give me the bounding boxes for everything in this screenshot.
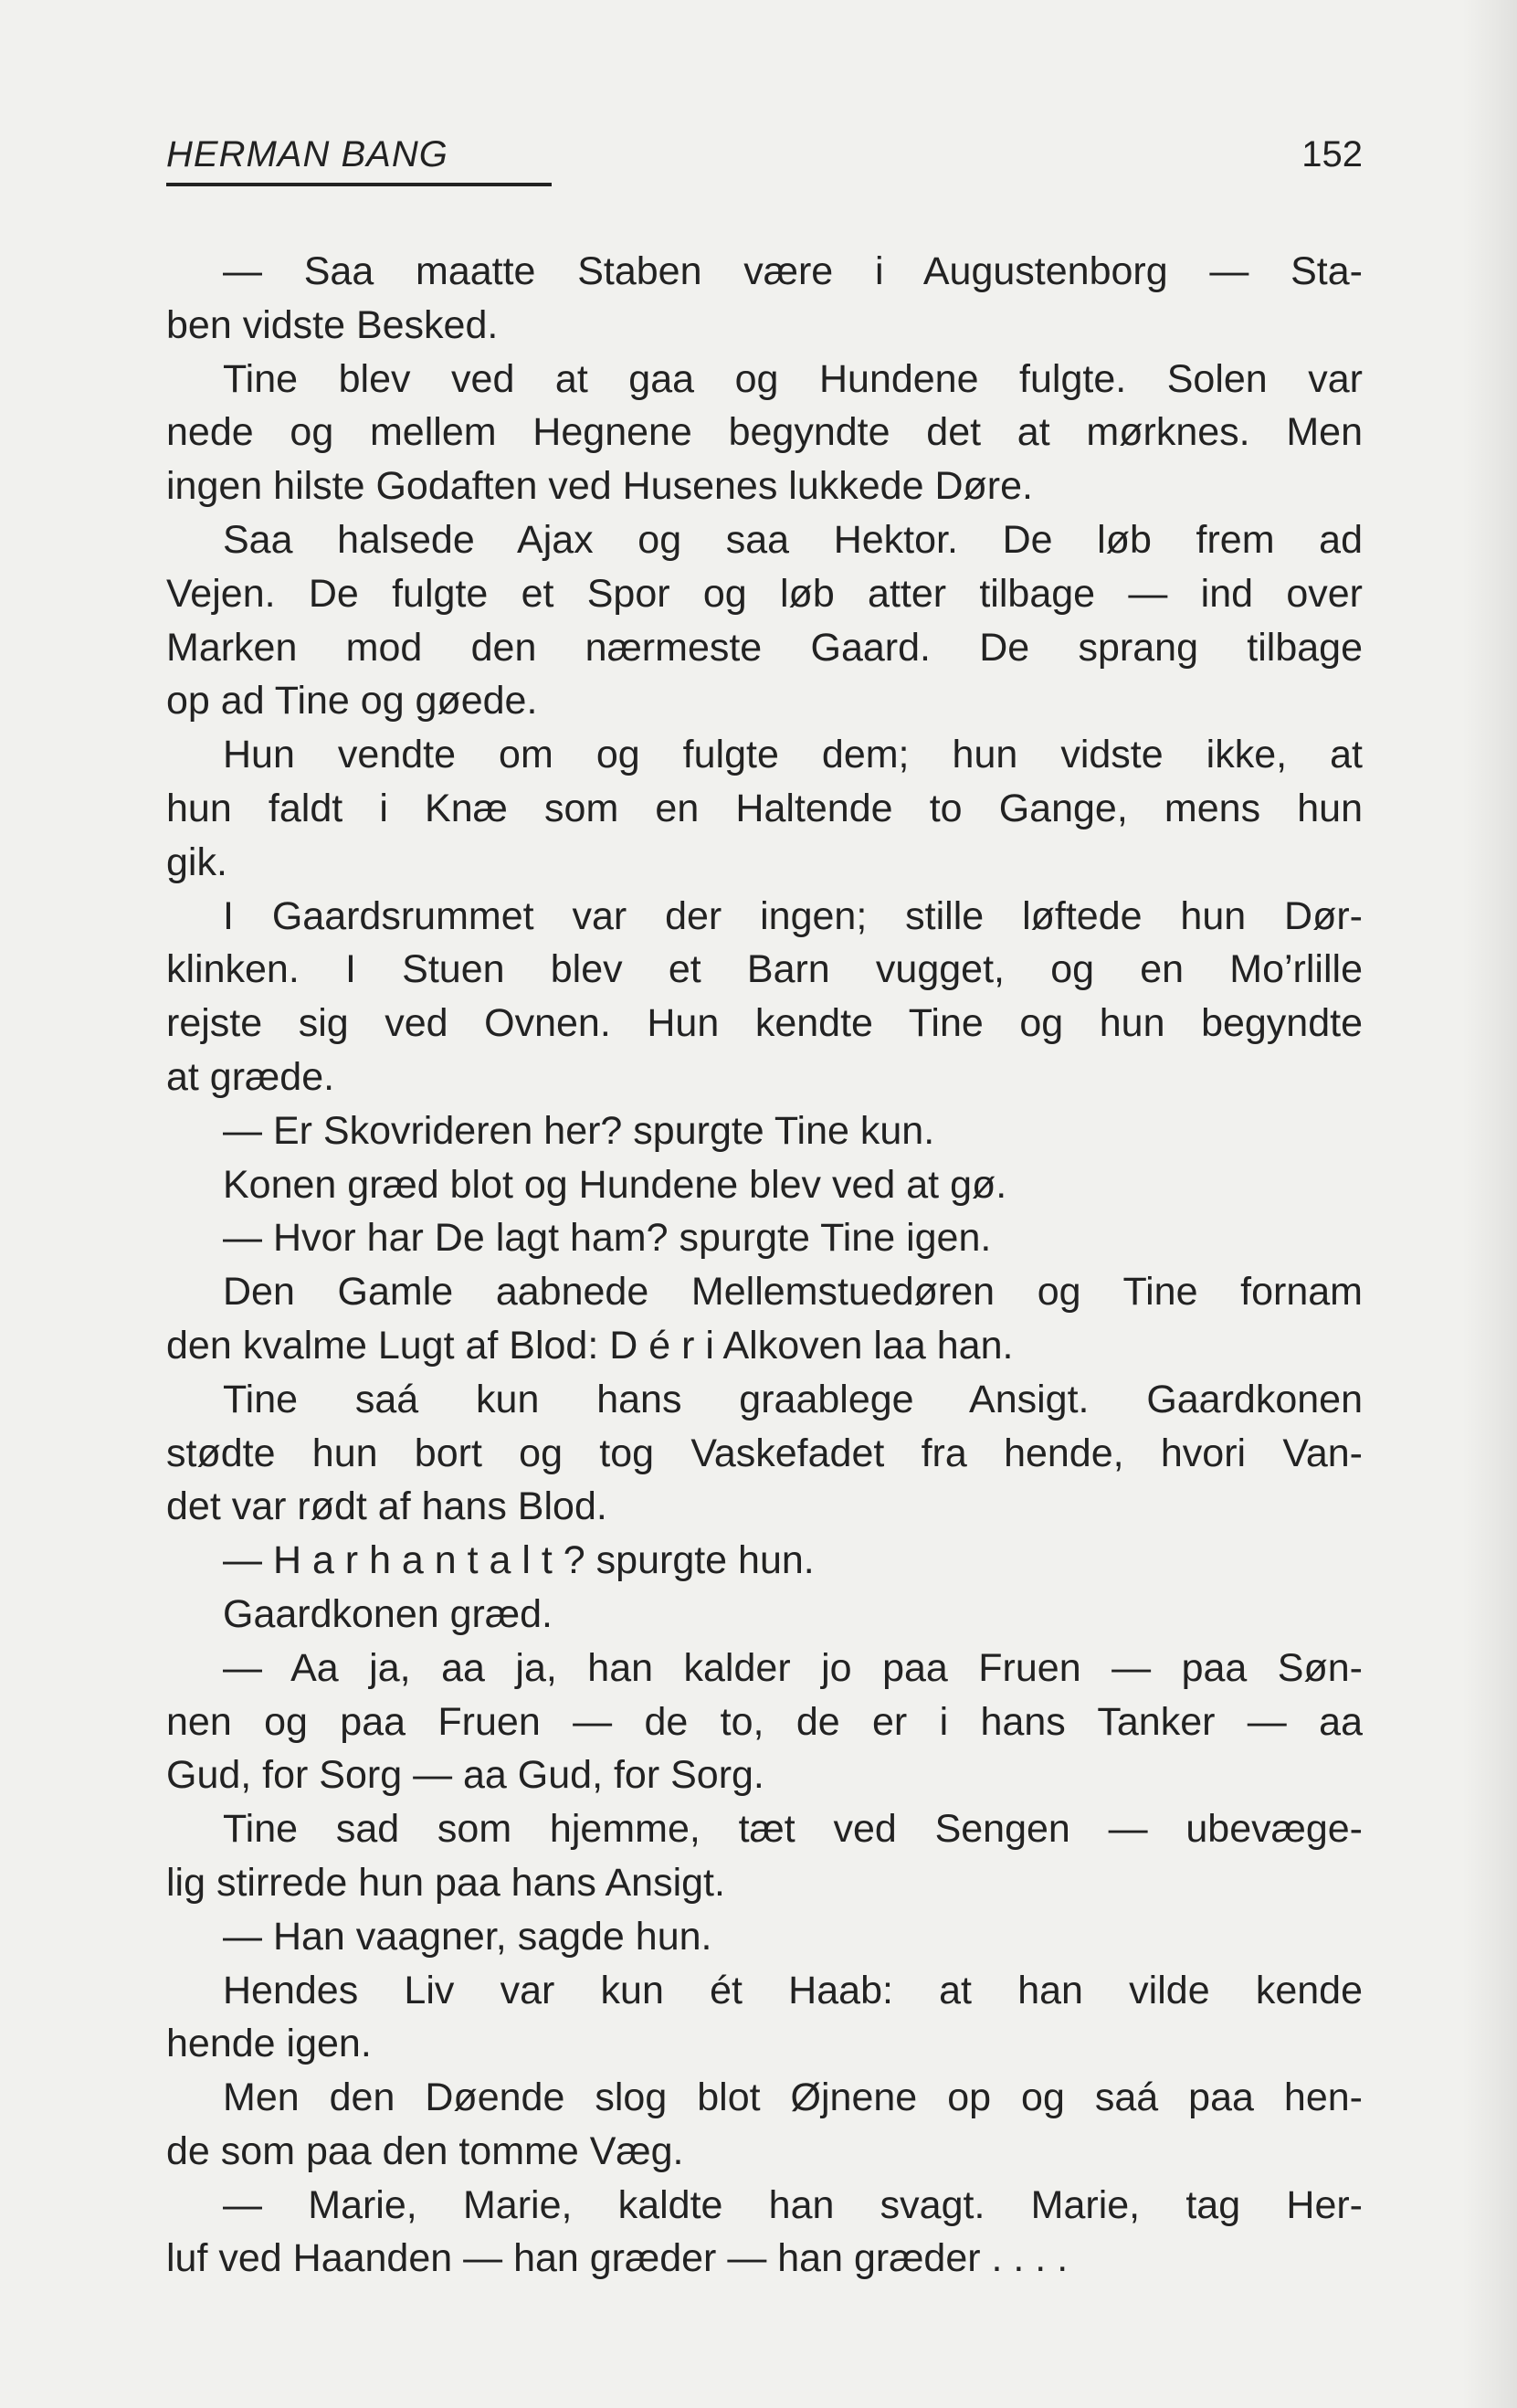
text-line: det var rødt af hans Blod. <box>166 1484 607 1529</box>
text-line: hun faldt i Knæ som en Haltende to Gange, mens hun <box>166 786 1363 830</box>
header-underline <box>166 183 552 186</box>
text-line: Gaardkonen græd. <box>223 1591 553 1636</box>
text-line: Konen græd blot og Hundene blev ved at gø. <box>223 1162 1007 1207</box>
text-line: — Er Skovrideren her? spurgte Tine kun. <box>223 1108 935 1153</box>
text-line: — Marie, Marie, kaldte han svagt. Marie, tag Her- <box>223 2182 1363 2227</box>
text-line: — Aa ja, aa ja, han kalder jo paa Fruen — paa Søn- <box>223 1645 1363 1690</box>
text-line: Gud, for Sorg — aa Gud, for Sorg. <box>166 1753 764 1798</box>
text-line: lig stirrede hun paa hans Ansigt. <box>166 1860 725 1905</box>
text-line: rejste sig ved Ovnen. Hun kendte Tine og hun begyndte <box>166 1001 1363 1046</box>
text-line: Den Gamle aabnede Mellemstuedøren og Tine fornam <box>223 1270 1363 1315</box>
text-line: klinken. I Stuen blev et Barn vugget, og en Mo’rlille <box>166 947 1363 992</box>
text-line: gik. <box>166 840 227 884</box>
running-header-author: HERMAN BANG <box>166 134 448 174</box>
text-line: — Han vaagner, sagde hun. <box>223 1914 712 1959</box>
text-line: Tine blev ved at gaa og Hundene fulgte. Solen var <box>223 356 1363 401</box>
text-line: ben vidste Besked. <box>166 302 499 347</box>
text-line: nen og paa Fruen — de to, de er i hans Tanker — aa <box>166 1699 1363 1744</box>
text-line: hende igen. <box>166 2022 372 2066</box>
text-line: Hun vendte om og fulgte dem; hun vidste ikke, at <box>223 733 1363 777</box>
text-line: luf ved Haanden — han græder — han græder . . . . <box>166 2236 1069 2281</box>
page-number: 152 <box>1301 134 1363 174</box>
text-line: Vejen. De fulgte et Spor og løb atter tilbage — ind over <box>166 571 1363 616</box>
text-line: Tine saá kun hans graablege Ansigt. Gaardkonen <box>223 1377 1363 1421</box>
text-line: — Saa maatte Staben være i Augustenborg — Sta- <box>223 249 1363 293</box>
text-line: Marken mod den nærmeste Gaard. De sprang tilbage <box>166 625 1363 670</box>
text-line: Men den Døende slog blot Øjnene op og saá paa hen- <box>223 2075 1363 2120</box>
text-line: nede og mellem Hegnene begyndte det at mørknes. Men <box>166 410 1363 455</box>
text-line: Saa halsede Ajax og saa Hektor. De løb frem ad <box>223 517 1363 562</box>
text-line: den kvalme Lugt af Blod: D é r i Alkoven laa han. <box>166 1323 1014 1368</box>
text-line: Hendes Liv var kun ét Haab: at han vilde kende <box>223 1968 1363 2012</box>
text-line: de som paa den tomme Væg. <box>166 2128 684 2173</box>
page-edge-shadow <box>1462 0 1517 2408</box>
text-line: ingen hilste Godaften ved Husenes lukkede Døre. <box>166 464 1033 509</box>
text-line: I Gaardsrummet var der ingen; stille løftede hun Dør- <box>223 893 1363 938</box>
text-line: stødte hun bort og tog Vaskefadet fra hende, hvori Van- <box>166 1431 1363 1475</box>
running-header <box>166 132 1363 189</box>
text-line: op ad Tine og gøede. <box>166 679 538 723</box>
body-text <box>166 245 1363 2286</box>
text-line: at græde. <box>166 1054 335 1099</box>
text-line: — Hvor har De lagt ham? spurgte Tine igen. <box>223 1216 992 1261</box>
text-line: — H a r h a n t a l t ? spurgte hun. <box>223 1538 815 1583</box>
text-line: Tine sad som hjemme, tæt ved Sengen — ubevæge- <box>223 1807 1363 1852</box>
